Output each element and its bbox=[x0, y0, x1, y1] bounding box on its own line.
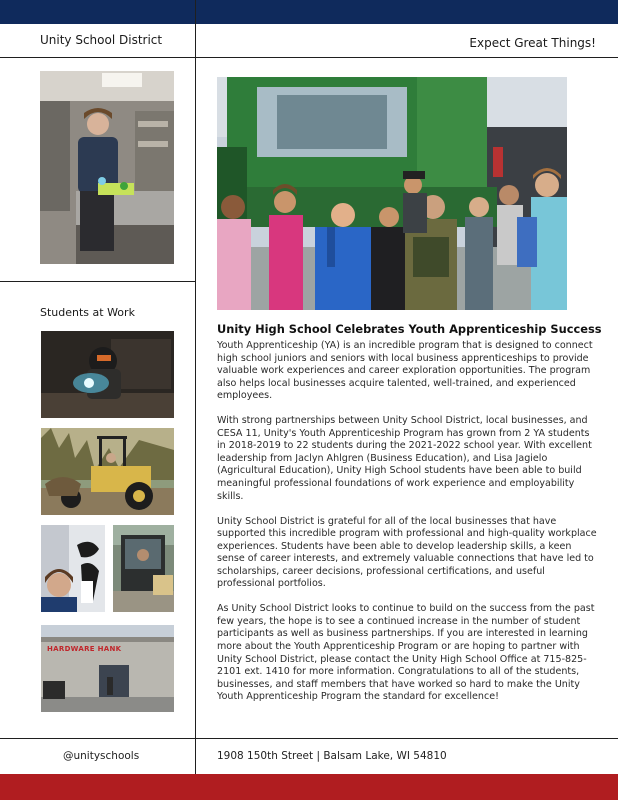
store-sign: HARDWARE HANK bbox=[47, 645, 122, 653]
bottom-color-band bbox=[0, 774, 618, 800]
article-paragraph: Unity School District is grateful for all of the local businesses that have supported this incredible program with professional and high-quality workplace experiences. Students have been able to develop leadership skills, a keen sense of career interests, and extremely valuable connections that have led to scholarships, career decisions, professional certifications, and useful professional portfolios. bbox=[217, 515, 597, 590]
student-selfie-photo bbox=[41, 525, 105, 612]
column-divider bbox=[195, 0, 196, 800]
sidebar-rule bbox=[0, 281, 196, 282]
district-name: Unity School District bbox=[40, 33, 163, 47]
combine-field-trip-photo bbox=[217, 77, 567, 310]
hardware-store-photo bbox=[41, 625, 174, 712]
article-paragraph: With strong partnerships between Unity School District, local businesses, and CESA 11, Unity's Youth Apprenticeship Program has grown from 2 YA students in 2018-2019 to 22 students during the 2021-2022 school year. With excellent leadership from Jaclyn Ahlgren (Business Education), and Lisa Jagielo (Agricultural Education), Unity High School students have been able to build meaningful professional foundations of work experience and employability skills. bbox=[217, 415, 592, 502]
article-title: Unity High School Celebrates Youth Apprenticeship Success bbox=[217, 322, 602, 336]
loader-tractor-photo bbox=[41, 428, 174, 515]
welding-photo bbox=[41, 331, 174, 418]
article-body bbox=[217, 340, 597, 716]
article-paragraph: As Unity School District looks to continue to build on the success from the past few years, the hope is to see a continued increase in the number of student participants as well as business partnerships. If you are interested in learning more about the Youth Apprenticeship Program or are hoping to partner with Unity School District, please contact the Unity High School Office at 715-825-2101 ext. 1410 for more information. Congratulations to all of the students, businesses, and staff members that have worked so hard to make the Unity Youth Apprenticeship Program the standard for excellence! bbox=[217, 603, 595, 703]
article-paragraph: Youth Apprenticeship (YA) is an incredible program that is designed to connect high school juniors and seniors with local business apprenticeships to provide valuable work experiences and career exploration opportunities. The program also helps local businesses acquire talented, well-trained, and experienced employees. bbox=[217, 340, 593, 402]
footer-rule bbox=[0, 738, 618, 739]
social-handle: @unityschools bbox=[63, 750, 140, 762]
school-address: 1908 150th Street | Balsam Lake, WI 54810 bbox=[217, 750, 447, 762]
top-color-band bbox=[0, 0, 618, 24]
equipment-cab-photo bbox=[113, 525, 174, 612]
slogan: Expect Great Things! bbox=[469, 36, 596, 50]
header-rule bbox=[0, 57, 618, 58]
kitchen-student-photo bbox=[40, 71, 174, 264]
sidebar-heading: Students at Work bbox=[40, 306, 135, 319]
